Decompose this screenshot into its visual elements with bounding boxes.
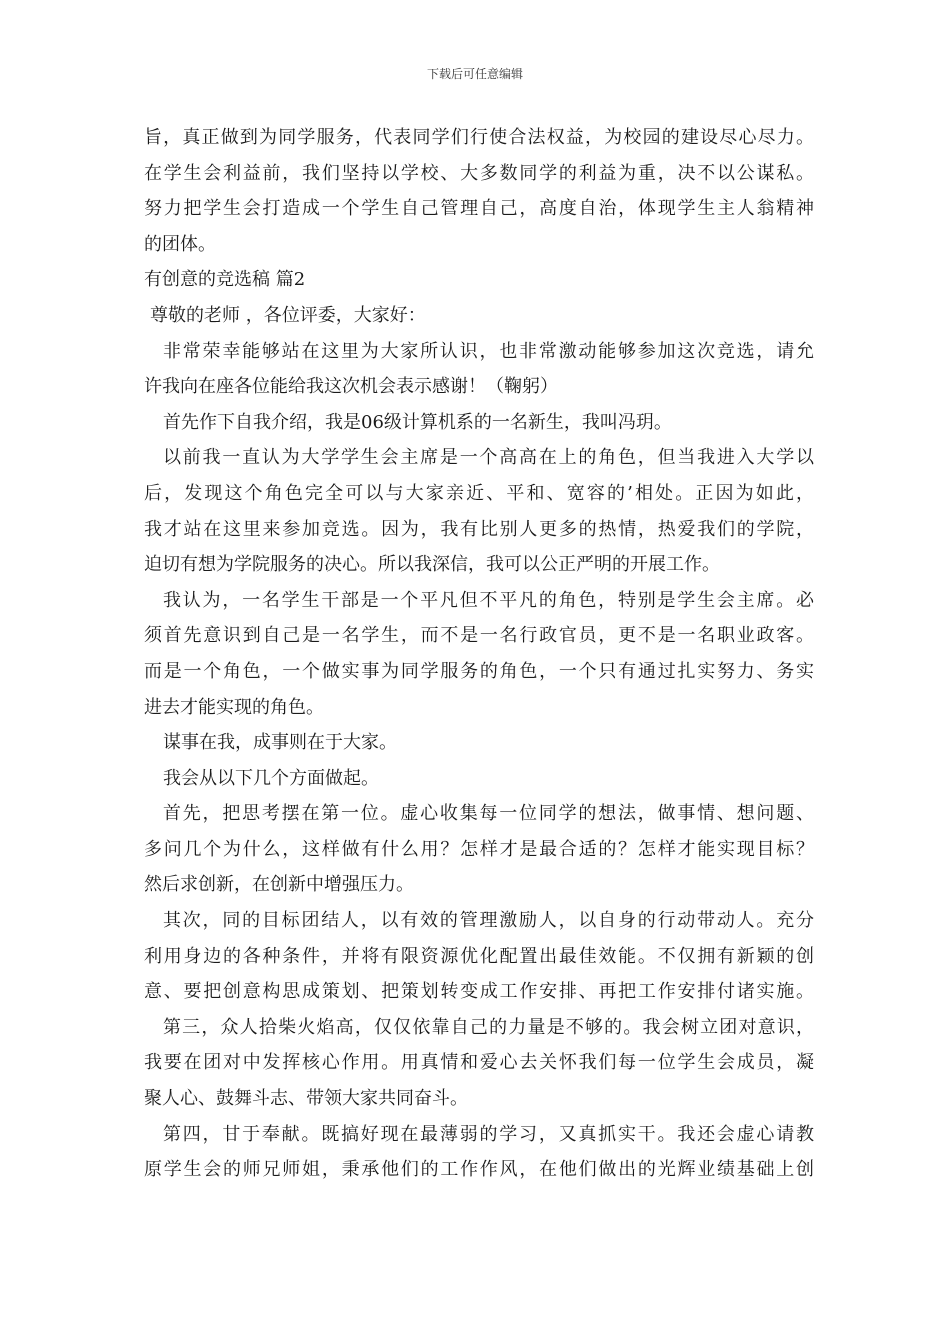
text-line: 我才站在这里来参加竞选。因为，我有比别人更多的热情，热爱我们的学院， bbox=[144, 518, 814, 540]
document-body bbox=[144, 120, 814, 1188]
text-line: 然后求创新，在创新中增强压力。 bbox=[144, 874, 414, 896]
text-line: 迫切有想为学院服务的决心。所以我深信，我可以公正严明的开展工作。 bbox=[144, 554, 720, 576]
text-line: 多问几个为什么，这样做有什么用？怎样才是最合适的？怎样才能实现目标？ bbox=[144, 838, 814, 860]
text-line: 我认为，一名学生干部是一个平凡但不平凡的角色，特别是学生会主席。必 bbox=[163, 589, 814, 611]
text-line: 聚人心、鼓舞斗志、带领大家共同奋斗。 bbox=[144, 1088, 468, 1110]
text-line: 第四，甘于奉献。既搞好现在最薄弱的学习，又真抓实干。我还会虚心请教 bbox=[163, 1123, 814, 1145]
text-line: 我要在团对中发挥核心作用。用真情和爱心去关怀我们每一位学生会成员，凝 bbox=[144, 1052, 814, 1074]
page-header: 下载后可任意编辑 bbox=[426, 67, 523, 81]
text-line: 后，发现这个角色完全可以与大家亲近、平和、宽容的’相处。正因为如此， bbox=[144, 482, 814, 504]
text-line: 在学生会利益前，我们坚持以学校、大多数同学的利益为重，决不以公谋私。 bbox=[144, 162, 814, 184]
text-line: 利用身边的各种条件，并将有限资源优化配置出最佳效能。不仅拥有新颖的创 bbox=[144, 945, 814, 967]
text-line: 首先作下自我介绍，我是06级计算机系的一名新生，我叫冯玥。 bbox=[163, 411, 672, 433]
text-line: 非常荣幸能够站在这里为大家所认识，也非常激动能够参加这次竞选，请允 bbox=[163, 340, 814, 362]
text-line: 我会从以下几个方面做起。 bbox=[163, 767, 379, 789]
text-line: 而是一个角色，一个做实事为同学服务的角色，一个只有通过扎实努力、务实 bbox=[144, 660, 814, 682]
text-line: 努力把学生会打造成一个学生自己管理自己，高度自治，体现学生主人翁精神 bbox=[144, 198, 814, 220]
text-line: 谋事在我，成事则在于大家。 bbox=[163, 732, 397, 754]
salutation: 尊敬的老师 ，各位评委，大家好： bbox=[150, 304, 426, 326]
text-line: 许我向在座各位能给我这次机会表示感谢！（鞠躬） bbox=[144, 376, 558, 398]
text-line: 须首先意识到自己是一名学生，而不是一名行政官员，更不是一名职业政客。 bbox=[144, 625, 814, 647]
section-heading: 有创意的竞选稿 篇2 bbox=[144, 269, 306, 291]
text-line: 其次，同的目标团结人，以有效的管理激励人，以自身的行动带动人。充分 bbox=[163, 910, 814, 932]
text-line: 进去才能实现的角色。 bbox=[144, 696, 324, 718]
text-line: 第三，众人拾柴火焰高，仅仅依靠自己的力量是不够的。我会树立团对意识， bbox=[163, 1016, 814, 1038]
text-line: 原学生会的师兄师姐，秉承他们的工作作风，在他们做出的光辉业绩基础上创 bbox=[144, 1159, 814, 1181]
text-line: 的团体。 bbox=[144, 233, 216, 255]
text-line: 以前我一直认为大学学生会主席是一个高高在上的角色，但当我进入大学以 bbox=[163, 447, 814, 469]
text-line: 意、要把创意构思成策划、把策划转变成工作安排、再把工作安排付诸实施。 bbox=[144, 981, 814, 1003]
text-line: 首先，把思考摆在第一位。虚心收集每一位同学的想法，做事情、想问题、 bbox=[163, 803, 814, 825]
text-line: 旨，真正做到为同学服务，代表同学们行使合法权益，为校园的建设尽心尽力。 bbox=[144, 127, 814, 148]
